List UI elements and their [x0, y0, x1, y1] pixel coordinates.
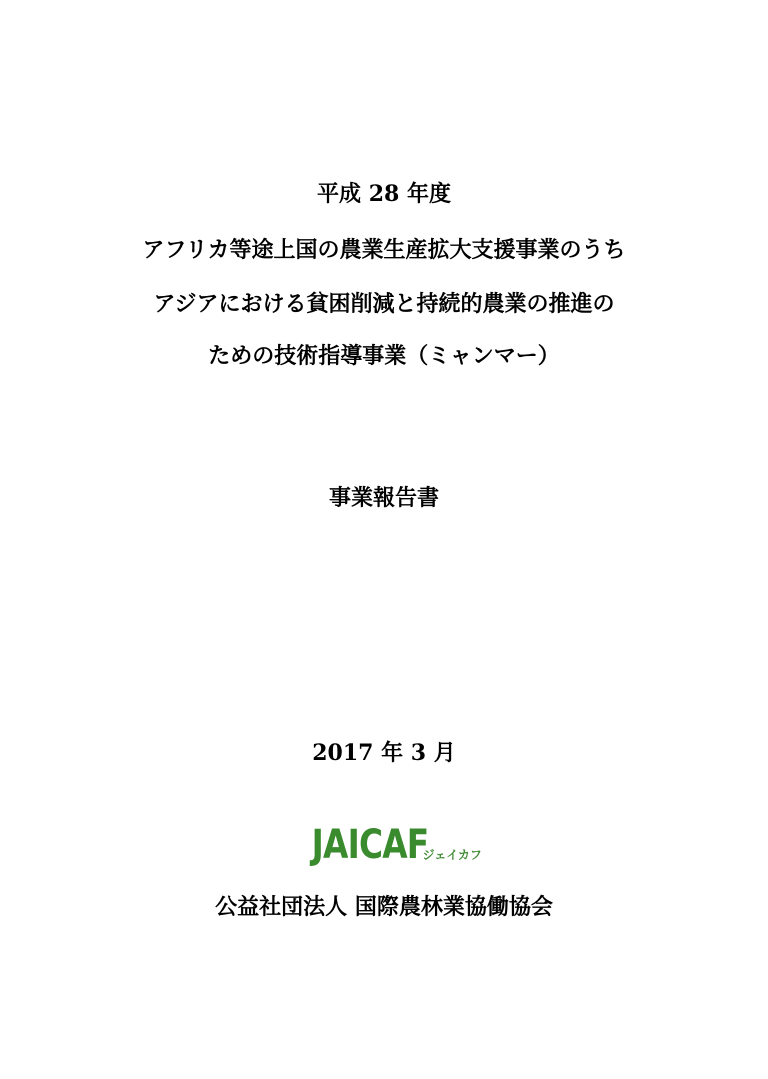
fiscal-year-heading: 平成 28 年度 [317, 181, 451, 207]
title-line-2: アジアにおける貧困削減と持続的農業の推進の [153, 291, 615, 317]
title-line-1: アフリカ等途上国の農業生産拡大支援事業のうち [142, 237, 626, 263]
document-type: 事業報告書 [328, 485, 439, 511]
title-line-3: ための技術指導事業（ミャンマー） [208, 343, 560, 369]
logo-wordmark: JAICAF [311, 822, 429, 868]
organization-name: 公益社団法人 国際農林業協働協会 [215, 894, 553, 920]
jaicaf-logo [0, 822, 768, 868]
publication-date: 2017 年 3 月 [312, 740, 456, 766]
logo-kana: ジェイカフ [422, 848, 482, 862]
